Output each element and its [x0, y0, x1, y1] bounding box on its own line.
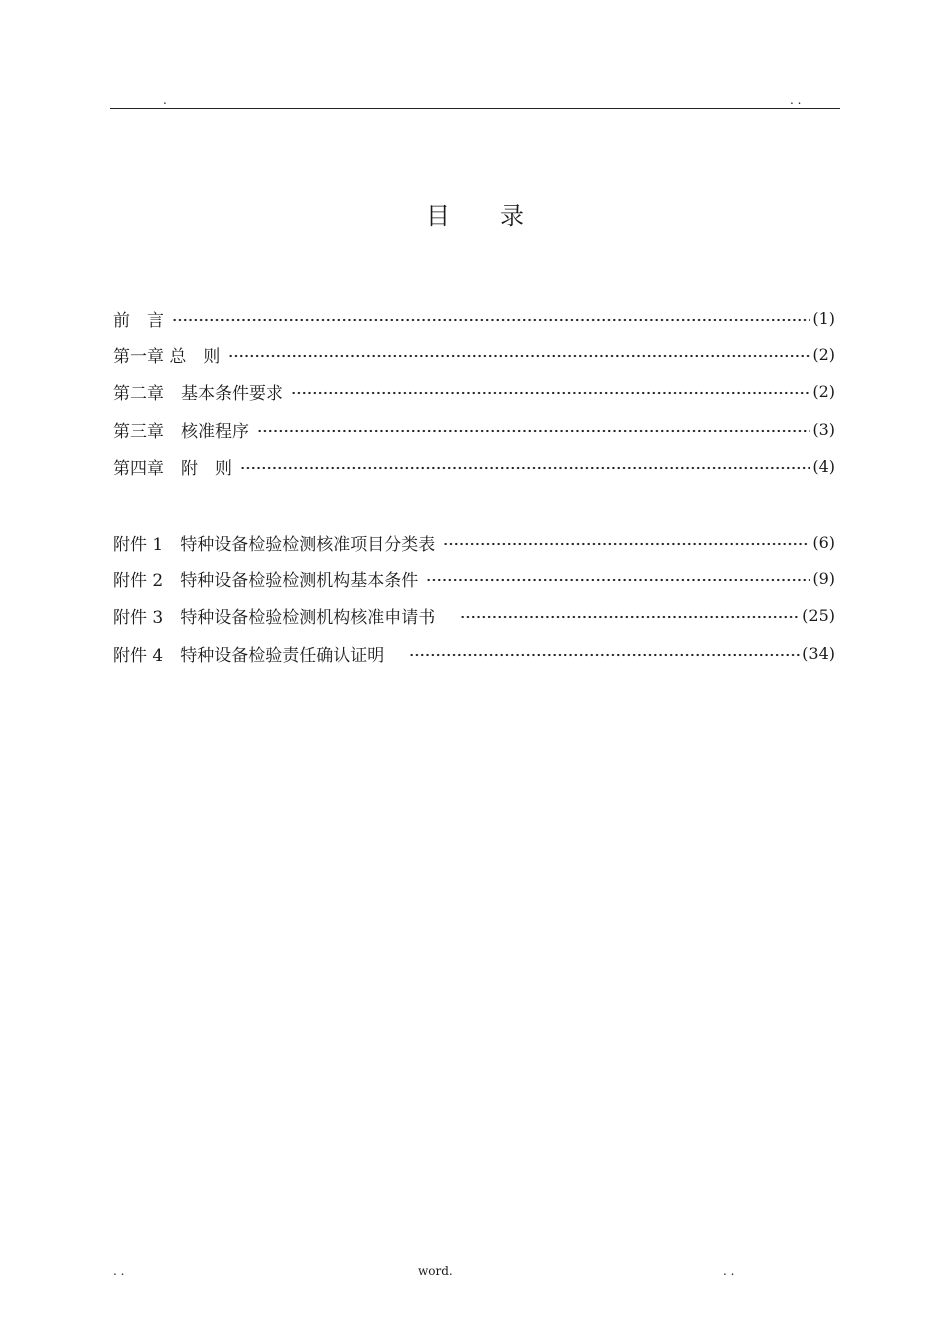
- toc-entry-label: 附件 3 特种设备检验检测机构核准申请书: [113, 607, 453, 628]
- toc-entry-chapter-3[interactable]: [113, 416, 835, 442]
- toc-leader: [426, 573, 810, 587]
- title-char-1: 目: [426, 202, 450, 230]
- toc-leader: [172, 313, 810, 327]
- toc-leader: [409, 648, 800, 662]
- toc-entry-label: 前 言: [113, 310, 164, 331]
- toc-entry-page: (2): [812, 381, 835, 401]
- title-char-2: 录: [500, 202, 524, 230]
- toc-entry-appendix-3[interactable]: [113, 602, 835, 628]
- page-title: [0, 196, 950, 231]
- toc-leader: [460, 610, 800, 624]
- toc-entry-chapter-4[interactable]: [113, 453, 835, 479]
- toc-entry-label: 第三章 核准程序: [113, 421, 249, 442]
- header-rule: [110, 108, 840, 109]
- footer-left-mark: . .: [113, 1264, 125, 1278]
- toc-entry-chapter-2[interactable]: [113, 378, 835, 404]
- toc-entry-appendix-4[interactable]: [113, 640, 835, 666]
- toc-entry-page: (34): [802, 643, 835, 663]
- toc-entry-page: (1): [812, 308, 835, 328]
- toc-entry-label: 第四章 附 则: [113, 458, 232, 479]
- footer-center-text: word.: [418, 1264, 453, 1278]
- toc-leader: [257, 424, 810, 438]
- toc-entry-page: (9): [812, 568, 835, 588]
- toc-entry-label: 附件 2 特种设备检验检测机构基本条件: [113, 570, 419, 591]
- header-left-mark: .: [163, 93, 167, 107]
- header-right-mark: . .: [790, 93, 802, 107]
- footer-right-mark: . .: [723, 1264, 735, 1278]
- toc-entry-appendix-2[interactable]: [113, 565, 835, 591]
- toc-entry-chapter-1[interactable]: [113, 341, 835, 367]
- toc-entry-preface[interactable]: [113, 305, 835, 331]
- toc-entry-label: 第一章 总 则: [113, 346, 221, 367]
- toc-entry-page: (3): [812, 419, 835, 439]
- toc-entry-label: 第二章 基本条件要求: [113, 383, 283, 404]
- toc-entry-page: (4): [812, 456, 835, 476]
- toc-entry-appendix-1[interactable]: [113, 529, 835, 555]
- toc-leader: [291, 386, 810, 400]
- toc-entry-label: 附件 1 特种设备检验检测核准项目分类表: [113, 534, 436, 555]
- toc-leader: [443, 537, 810, 551]
- toc-leader: [228, 349, 810, 363]
- toc-leader: [240, 461, 810, 475]
- toc-entry-page: (2): [812, 344, 835, 364]
- toc-entry-label: 附件 4 特种设备检验责任确认证明: [113, 645, 402, 666]
- toc-entry-page: (25): [802, 605, 835, 625]
- toc-entry-page: (6): [812, 532, 835, 552]
